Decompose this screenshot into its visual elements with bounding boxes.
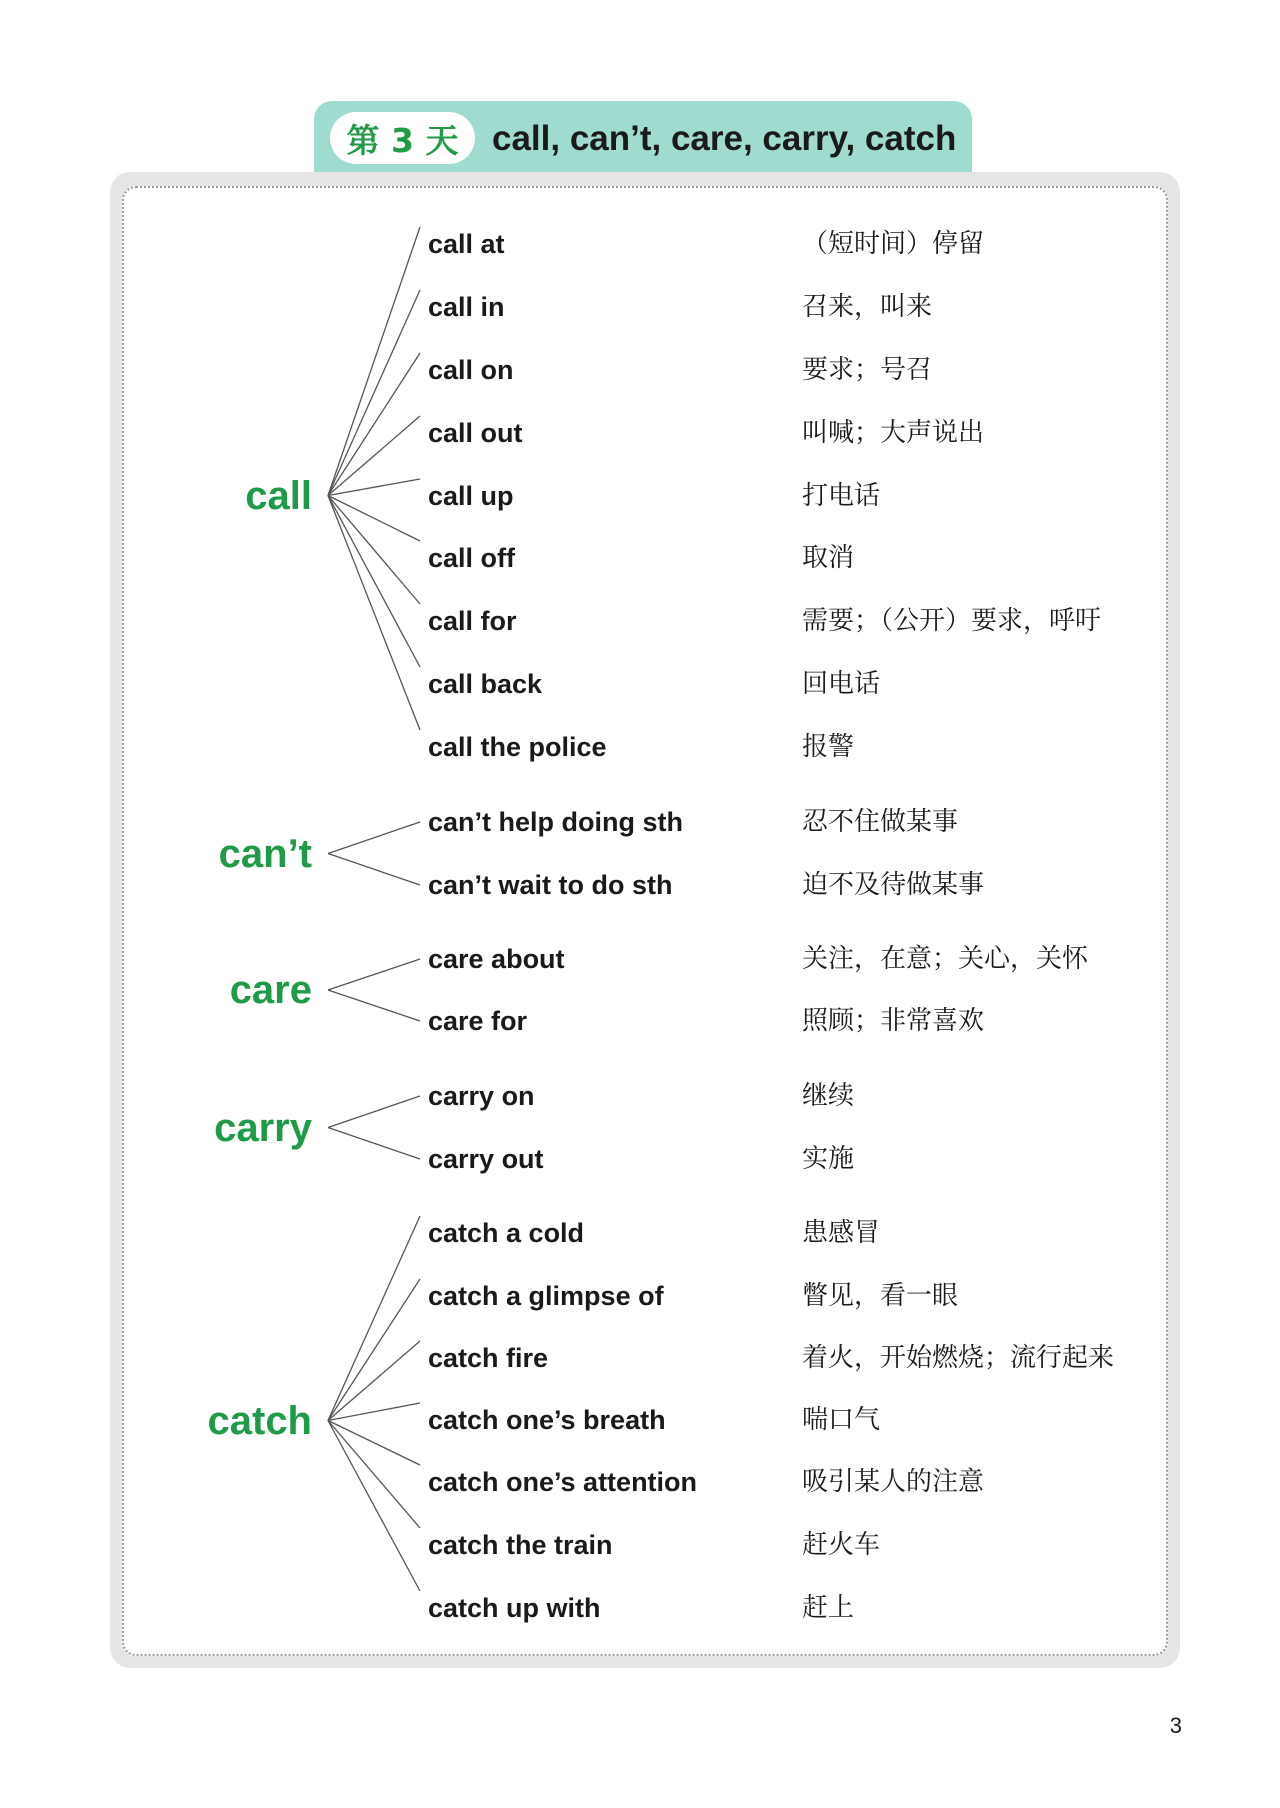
- meaning-call-in: 召来，叫来: [802, 292, 933, 322]
- phrase-care-for: care for: [428, 1006, 528, 1036]
- day-label: 第 3 天: [330, 112, 475, 164]
- connector-line: [328, 1421, 420, 1592]
- connector-line: [328, 290, 420, 496]
- meaning-cant-help-doing-sth: 忍不住做某事: [802, 807, 959, 837]
- meaning-carry-out: 实施: [802, 1144, 855, 1174]
- connector-line: [328, 1421, 420, 1466]
- phrase-call-out: call out: [428, 418, 523, 448]
- headword-care: care: [229, 968, 312, 1012]
- meaning-catch-fire: 着火，开始燃烧；流行起来: [802, 1343, 1115, 1373]
- phrase-catch-a-cold: catch a cold: [428, 1218, 585, 1248]
- phrase-call-on: call on: [428, 355, 514, 385]
- phrase-cant-wait-to-do-sth: can’t wait to do sth: [428, 870, 673, 900]
- connector-line: [328, 1279, 420, 1421]
- headword-catch: catch: [207, 1398, 312, 1443]
- phrase-catch-the-train: catch the train: [428, 1530, 613, 1560]
- connector-line: [328, 959, 420, 990]
- connector-line: [328, 1128, 420, 1160]
- phrase-catch-ones-breath: catch one’s breath: [428, 1405, 666, 1435]
- meaning-carry-on: 继续: [802, 1081, 855, 1111]
- headword-carry: carry: [214, 1105, 312, 1150]
- lesson-title: call, can’t, care, carry, catch: [492, 119, 957, 158]
- connector-line: [328, 496, 420, 668]
- connector-line: [328, 353, 420, 496]
- meaning-catch-ones-breath: 喘口气: [802, 1405, 881, 1435]
- connector-line: [328, 479, 420, 496]
- meaning-call-back: 回电话: [802, 669, 881, 699]
- meaning-call-on: 要求；号召: [802, 355, 933, 385]
- meaning-call-for: 需要；（公开）要求，呼吁: [802, 606, 1102, 636]
- meaning-catch-the-train: 赶火车: [802, 1530, 881, 1560]
- connector-line: [328, 854, 420, 886]
- phrase-call-in: call in: [428, 292, 505, 322]
- connector-line: [328, 496, 420, 542]
- connector-line: [328, 990, 420, 1021]
- connector-line: [328, 496, 420, 605]
- phrase-call-at: call at: [428, 229, 505, 259]
- meaning-call-out: 叫喊；大声说出: [802, 418, 985, 448]
- meaning-catch-up-with: 赶上: [802, 1593, 855, 1623]
- connector-line: [328, 1403, 420, 1421]
- phrase-catch-fire: catch fire: [428, 1343, 549, 1373]
- phrase-carry-out: carry out: [428, 1144, 544, 1174]
- headword-call: call: [245, 473, 312, 518]
- meaning-call-at: （短时间）停留: [802, 229, 985, 259]
- meaning-call-up: 打电话: [802, 481, 881, 511]
- connector-line: [328, 1421, 420, 1529]
- connector-line: [328, 1216, 420, 1421]
- phrase-care-about: care about: [428, 944, 565, 974]
- headword-cant: can’t: [218, 831, 312, 876]
- phrase-catch-ones-attention: catch one’s attention: [428, 1467, 698, 1497]
- connector-line: [328, 1341, 420, 1421]
- phrase-call-back: call back: [428, 669, 543, 699]
- page-number: 3: [1169, 1713, 1182, 1738]
- connector-line: [328, 1096, 420, 1128]
- phrase-cant-help-doing-sth: can’t help doing sth: [428, 807, 683, 837]
- meaning-care-for: 照顾；非常喜欢: [802, 1006, 985, 1036]
- phrase-catch-up-with: catch up with: [428, 1593, 601, 1623]
- meaning-call-the-police: 报警: [802, 732, 855, 762]
- meaning-cant-wait-to-do-sth: 迫不及待做某事: [802, 870, 985, 900]
- meaning-care-about: 关注，在意；关心，关怀: [802, 944, 1089, 974]
- phrase-call-up: call up: [428, 481, 514, 511]
- meaning-catch-a-glimpse-of: 瞥见，看一眼: [802, 1281, 959, 1311]
- meaning-call-off: 取消: [802, 543, 855, 573]
- meaning-catch-a-cold: 患感冒: [802, 1218, 881, 1248]
- connector-line: [328, 496, 420, 731]
- phrase-call-the-police: call the police: [428, 732, 607, 762]
- phrase-call-off: call off: [428, 543, 516, 573]
- phrase-call-for: call for: [428, 606, 517, 636]
- phrase-catch-a-glimpse-of: catch a glimpse of: [428, 1281, 664, 1311]
- connector-line: [328, 822, 420, 854]
- meaning-catch-ones-attention: 吸引某人的注意: [802, 1467, 985, 1497]
- phrase-carry-on: carry on: [428, 1081, 535, 1111]
